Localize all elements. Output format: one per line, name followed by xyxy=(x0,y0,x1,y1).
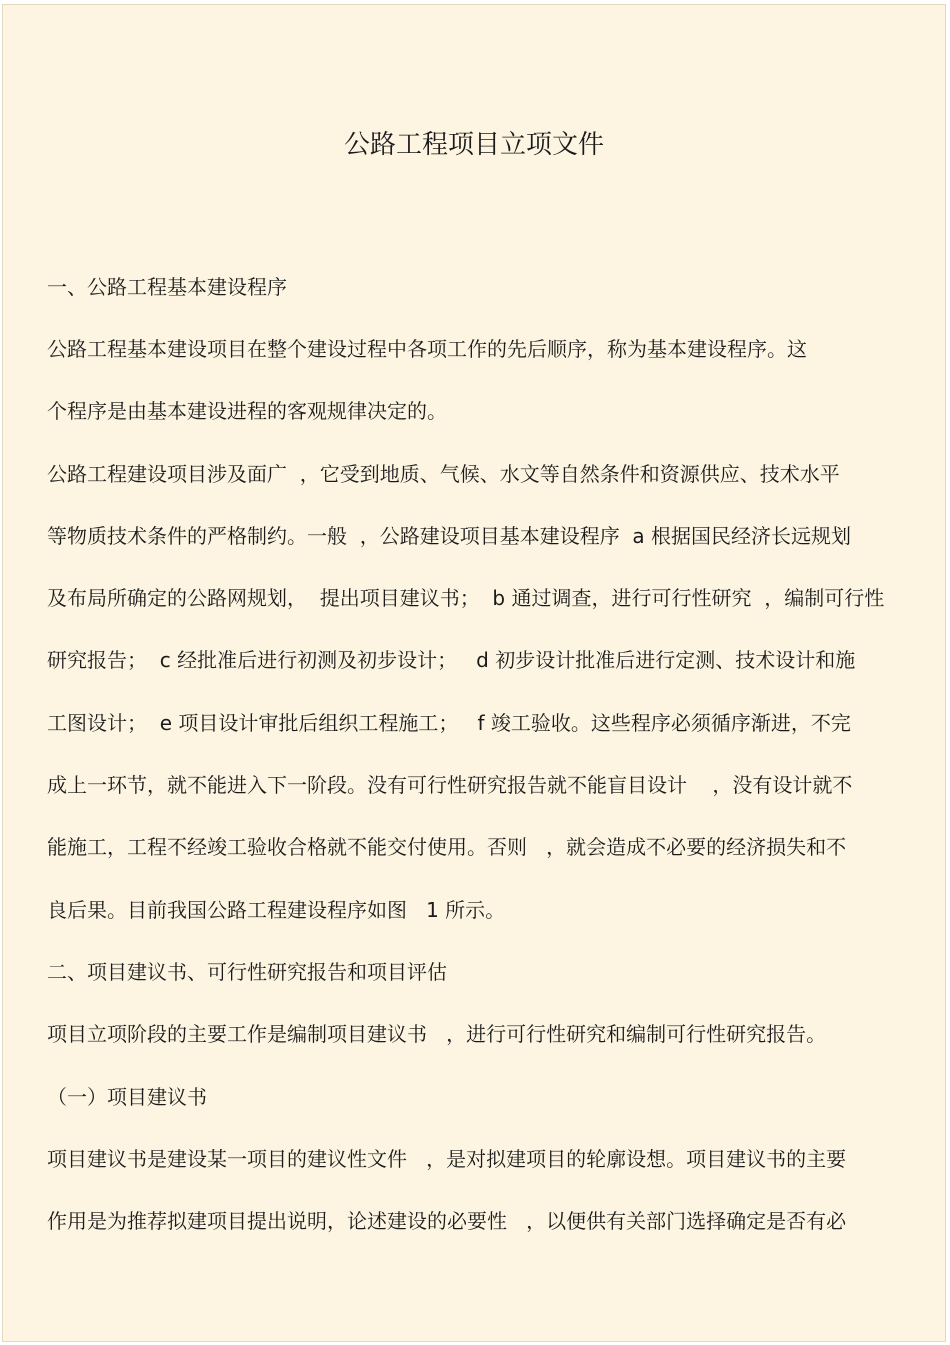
paragraph-line: 项目立项阶段的主要工作是编制项目建议书 ，进行可行性研究和编制可行性研究报告。 xyxy=(47,1022,827,1046)
paragraph-line: 公路工程基本建设项目在整个建设过程中各项工作的先后顺序，称为基本建设程序。这 xyxy=(47,337,807,361)
paragraph-line: 个程序是由基本建设进程的客观规律决定的。 xyxy=(47,399,447,423)
paragraph-line: 工图设计； e 项目设计审批后组织工程施工； f 竣工验收。这些程序必须循序渐进，不完 xyxy=(47,711,851,735)
paragraph-line: 研究报告； c 经批准后进行初测及初步设计； d 初步设计批准后进行定测、技术设计和施 xyxy=(47,648,856,672)
paragraph-line: 等物质技术条件的严格制约。一般 ，公路建设项目基本建设程序 a 根据国民经济长远规划 xyxy=(47,524,852,548)
paragraph-line: 能施工，工程不经竣工验收合格就不能交付使用。否则 ，就会造成不必要的经济损失和不 xyxy=(47,835,847,859)
paragraph-line: 作用是为推荐拟建项目提出说明，论述建设的必要性 ，以便供有关部门选择确定是否有必 xyxy=(47,1209,847,1233)
paragraph-line: 项目建议书是建设某一项目的建议性文件 ，是对拟建项目的轮廓设想。项目建议书的主要 xyxy=(47,1147,847,1171)
section-heading-2: 二、项目建议书、可行性研究报告和项目评估 xyxy=(47,960,447,984)
paragraph-line: 成上一环节，就不能进入下一阶段。没有可行性研究报告就不能盲目设计 ，没有设计就不 xyxy=(47,773,853,797)
paragraph-line: 良后果。目前我国公路工程建设程序如图 1 所示。 xyxy=(47,898,506,922)
document-page xyxy=(2,4,946,1342)
paragraph-line: 公路工程建设项目涉及面广 ，它受到地质、气候、水文等自然条件和资源供应、技术水平 xyxy=(47,462,840,486)
document-title: 公路工程项目立项文件 xyxy=(343,130,604,160)
section-heading-1: 一、公路工程基本建设程序 xyxy=(47,275,287,299)
paragraph-line: 及布局所确定的公路网规划， 提出项目建议书； b 通过调查，进行可行性研究 ，编制可行性 xyxy=(47,586,885,610)
subsection-heading: （一）项目建议书 xyxy=(47,1085,207,1109)
